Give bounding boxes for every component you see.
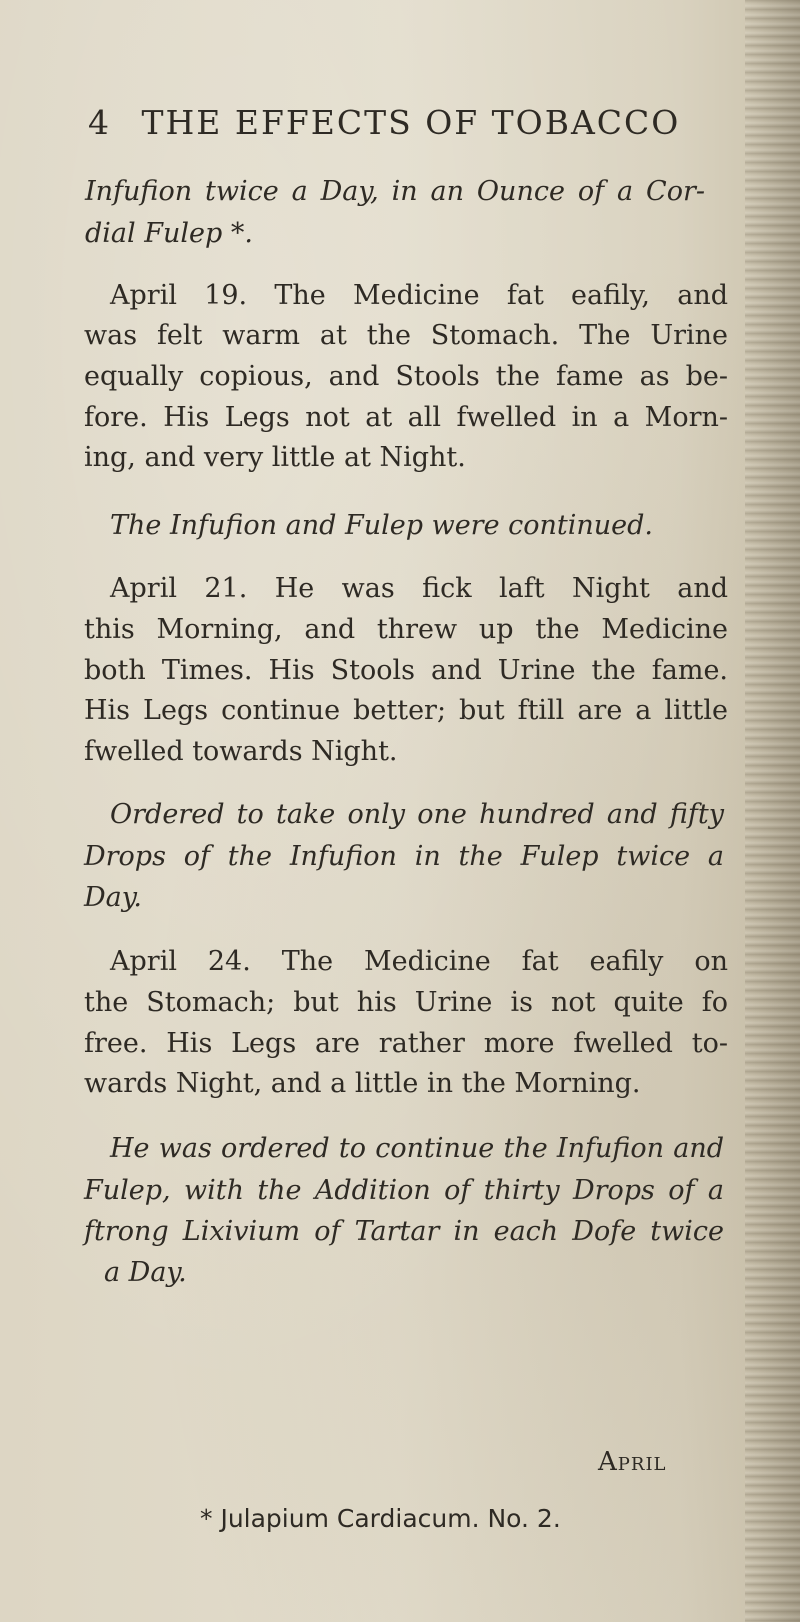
text-line: fore. His Legs not at all fwelled in a Morn- xyxy=(84,402,728,433)
text-line: Infufion twice a Day, in an Ounce of a Cor- xyxy=(85,176,705,207)
text-line: the Stomach; but his Urine is not quite fo xyxy=(84,987,728,1018)
text-line: April 24. The Medicine fat eafily on xyxy=(110,946,728,977)
text-line: was felt warm at the Stomach. The Urine xyxy=(84,320,728,351)
running-title: THE EFFECTS OF TOBACCO xyxy=(141,103,681,142)
text-line: He was ordered to continue the Infufion and xyxy=(110,1133,724,1164)
text-line: April 21. He was fick laft Night and xyxy=(110,573,728,604)
text-line: Ordered to take only one hundred and fifty xyxy=(110,799,724,830)
text-line: wards Night, and a little in the Morning. xyxy=(84,1068,641,1099)
text-line: ftrong Lixivium of Tartar in each Dofe twice xyxy=(84,1216,724,1247)
text-line: His Legs continue better; but ftill are a little xyxy=(84,695,728,726)
text-line: ing, and very little at Night. xyxy=(84,442,466,473)
running-header xyxy=(88,103,680,142)
text-line: both Times. His Stools and Urine the fame. xyxy=(84,655,728,686)
text-line: The Infufion and Fulep were continued. xyxy=(110,510,654,541)
catchword: April xyxy=(598,1447,667,1477)
text-line: April 19. The Medicine fat eafily, and xyxy=(110,280,728,311)
text-line: free. His Legs are rather more fwelled to- xyxy=(84,1028,728,1059)
text-line: Day. xyxy=(84,882,142,913)
page-number: 4 xyxy=(88,103,111,142)
text-line: Drops of the Infufion in the Fulep twice a xyxy=(84,841,724,872)
text-line: dial Fulep *. xyxy=(85,218,253,249)
text-line: equally copious, and Stools the fame as be- xyxy=(84,361,728,392)
text-line: Fulep, with the Addition of thirty Drops of a xyxy=(84,1175,724,1206)
page-edge xyxy=(745,0,800,1622)
text-line: a Day. xyxy=(104,1257,187,1288)
text-line: this Morning, and threw up the Medicine xyxy=(84,614,728,645)
text-line: fwelled towards Night. xyxy=(84,736,398,767)
footnote: * Julapium Cardiacum. No. 2. xyxy=(200,1504,561,1533)
